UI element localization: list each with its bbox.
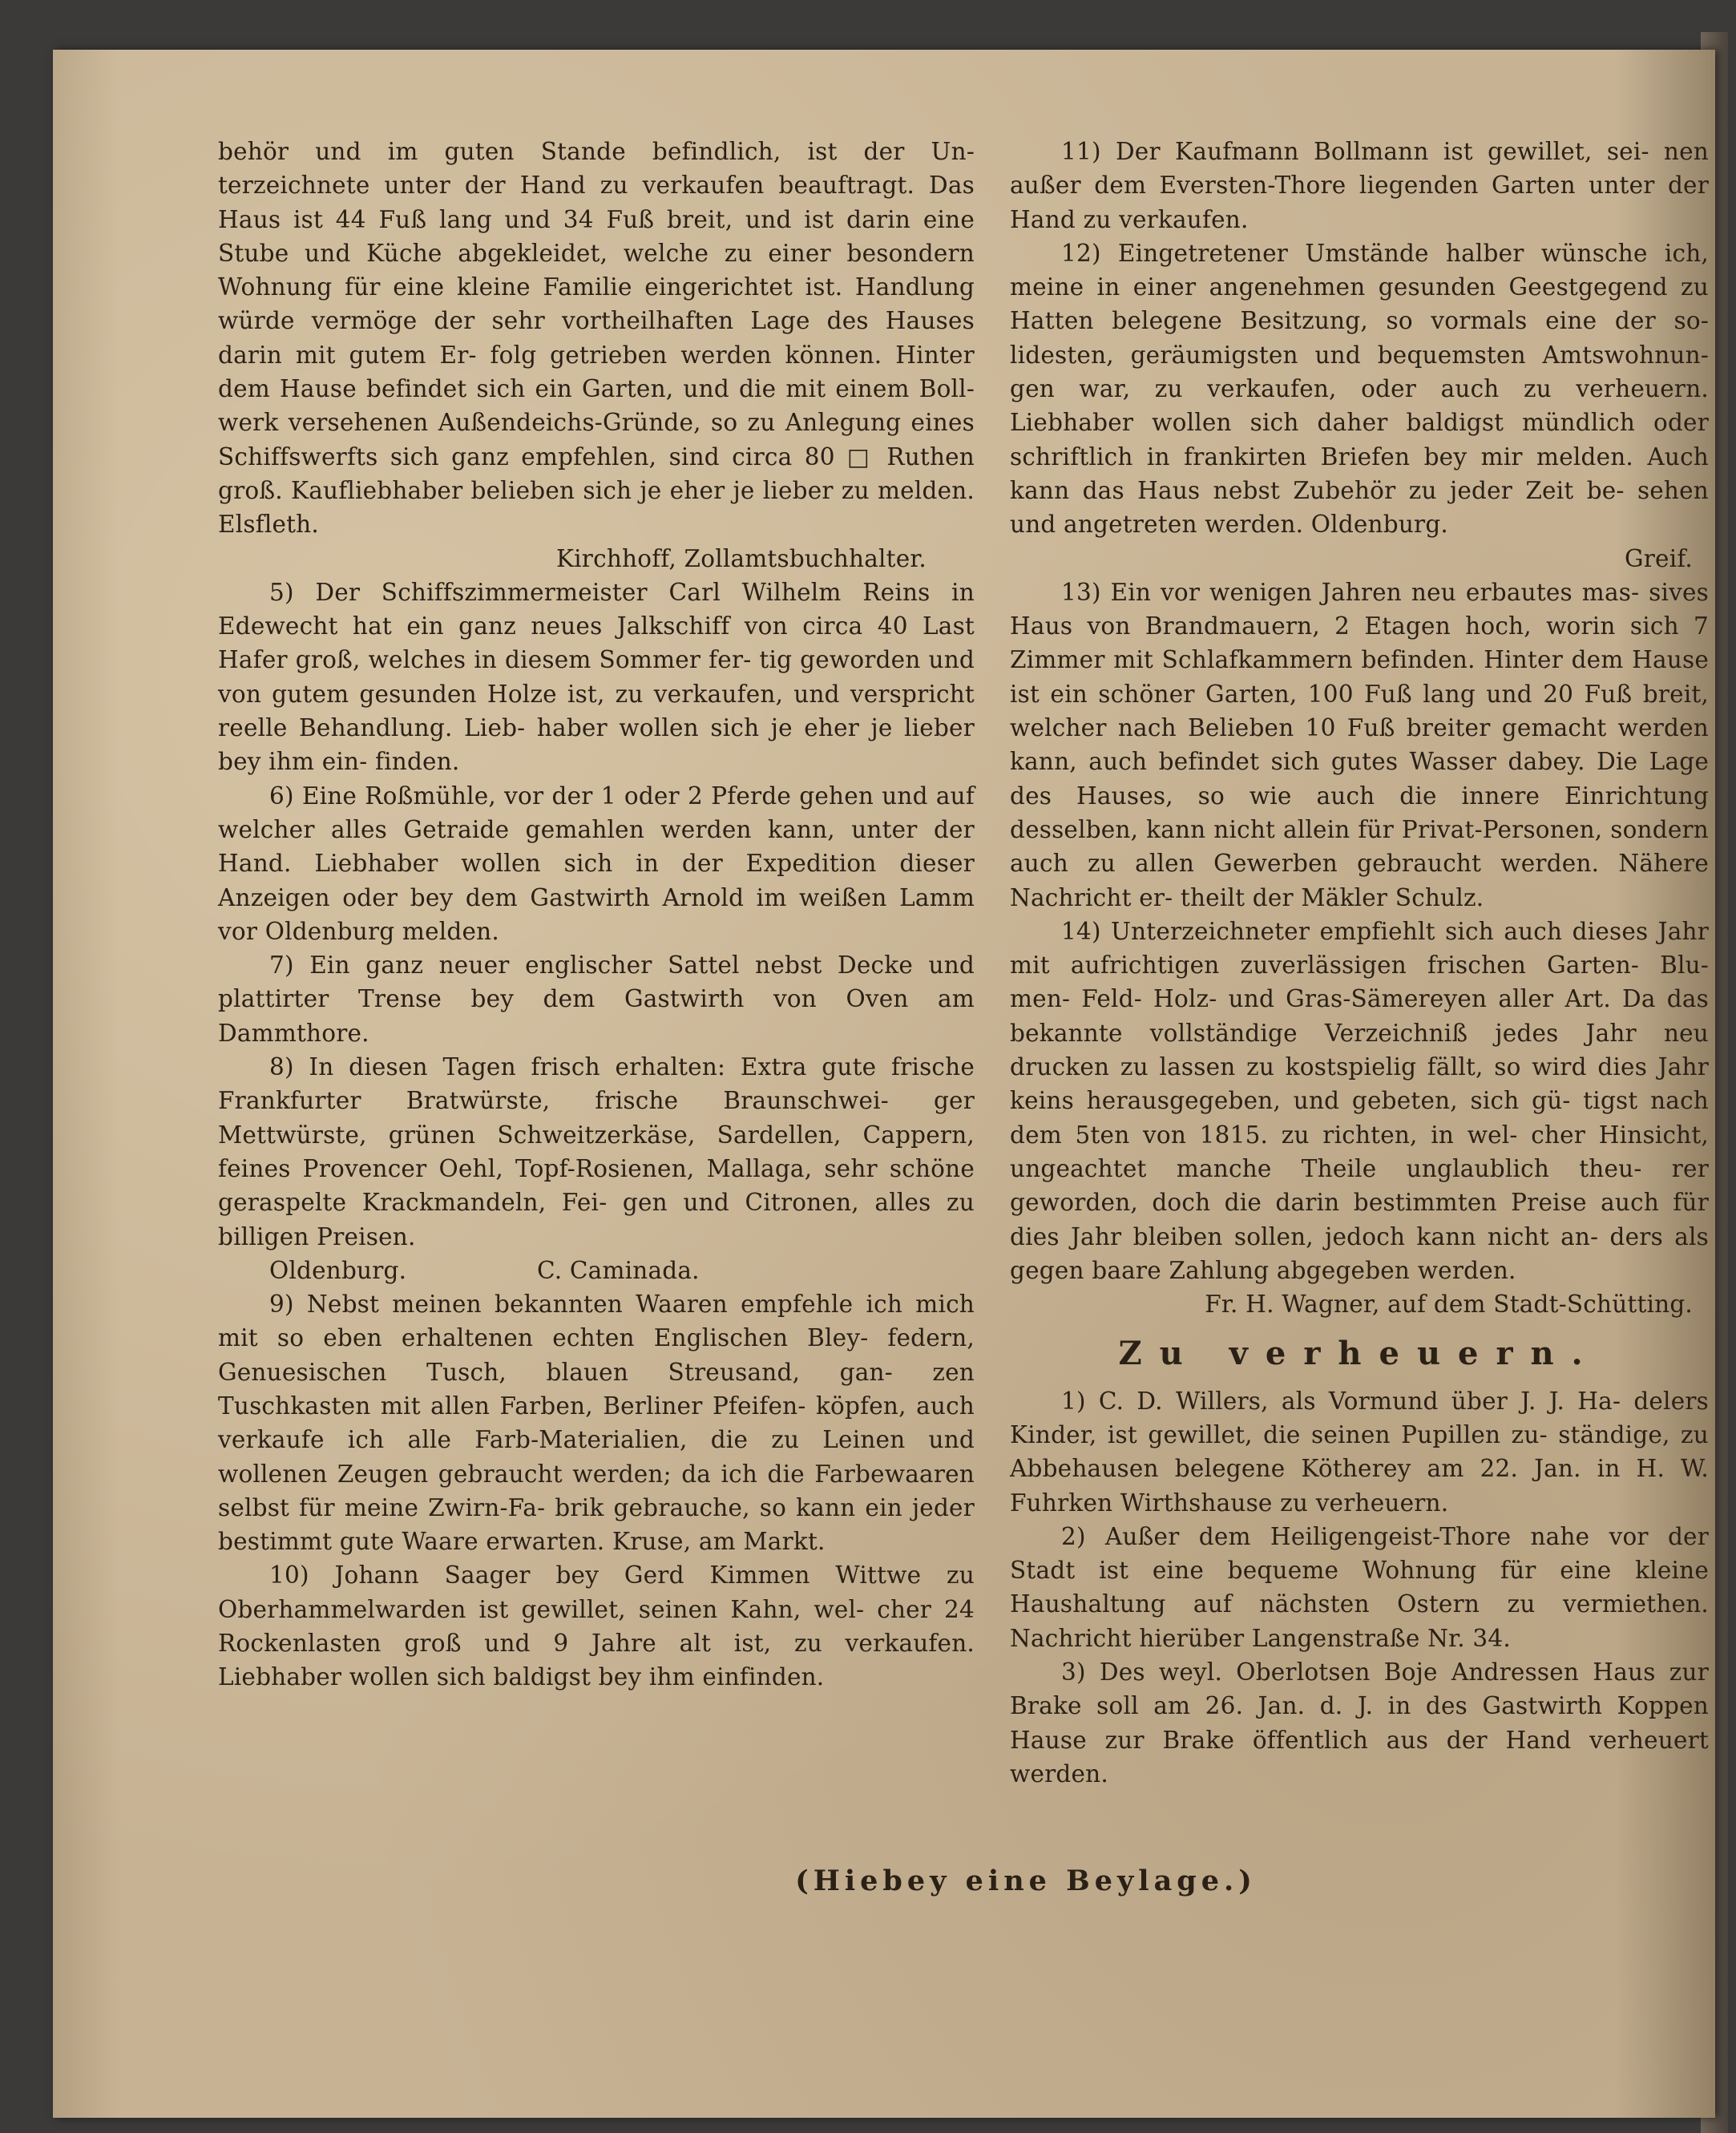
supplement-note: (Hiebey eine Beylage.) [795, 1864, 1257, 1897]
item-14-signature: Fr. H. Wagner, auf dem Stadt-Schütting. [1205, 1291, 1693, 1319]
item-8: 8) In diesen Tagen frisch erhalten: Extra gute frische Frankfurter Bratwürste, frische Braunschwei- ger Mettwürste, grünen Schweitzerkäse, Sardellen, Cappern, feines Provencer Oehl, Topf-Rosienen, Mallaga, sehr schöne geraspelte Krackmandeln, Fei- gen und Citronen, alles zu billigen Preisen. [218, 1053, 975, 1250]
rent-item-1: 1) C. D. Willers, als Vormund über J. J. Ha- delers Kinder, ist gewillet, die seinen Pupillen zu- ständige, zu Abbehausen belegene Kötherey am 22. Jan. in H. W. Fuhrken Wirthshause zu verheuern. [1010, 1387, 1709, 1517]
item-5: 5) Der Schiffszimmermeister Carl Wilhelm Reins in Edewecht hat ein ganz neues Jalkschiff von circa 40 Last Hafer groß, welches in diesem Sommer fer- tig geworden und von gutem gesunden Holze ist, zu verkaufen, und verspricht reelle Behandlung. Lieb- haber wollen sich je eher je lieber bey ihm ein- finden. [218, 578, 975, 776]
item-9: 9) Nebst meinen bekannten Waaren empfehle ich mich mit so eben erhaltenen echten Englischen Bley- federn, Genuesischen Tusch, blauen Streusand, gan- zen Tuschkasten mit allen Farben, Berliner Pfeifen- köpfen, auch verkaufe ich alle Farb-Materialien, die zu Leinen und wollenen Zeugen gebraucht werden; da ich die Farbewaaren selbst für meine Zwirn-Fa- brik gebrauche, so kann ein jeder bestimmt gute Waare erwarten. Kruse, am Markt. [218, 1291, 975, 1556]
right-column [1010, 135, 1709, 1791]
left-column [218, 135, 975, 1695]
item-7: 7) Ein ganz neuer englischer Sattel nebst Decke und plattirter Trense bey dem Gastwirth von Oven am Dammthore. [218, 951, 975, 1047]
item-6: 6) Eine Roßmühle, vor der 1 oder 2 Pferde gehen und auf welcher alles Getraide gemahlen werden kann, unter der Hand. Liebhaber wollen sich in der Expedition dieser Anzeigen oder bey dem Gastwirth Arnold im weißen Lamm vor Oldenburg melden. [218, 782, 975, 945]
item-14: 14) Unterzeichneter empfiehlt sich auch dieses Jahr mit aufrichtigen zuverlässigen frischen Garten- Blu- men- Feld- Holz- und Gras-Sämereyen aller Art. Da das bekannte vollständige Verzeichniß jedes Jahr neu drucken zu lassen zu kostspielig fällt, so wird dies Jahr keins herausgegeben, und gebeten, sich gü- tigst nach dem 5ten von 1815. zu richten, in wel- cher Hinsicht, ungeachtet manche Theile unglaublich theu- rer geworden, doch die darin bestimmten Preise auch für dies Jahr bleiben sollen, jedoch kann nicht an- ders als gegen baare Zahlung abgegeben werden. [1010, 917, 1709, 1284]
item-12-signature: Greif. [1624, 544, 1693, 572]
item-4-continuation: behör und im guten Stande befindlich, ist der Un- terzeichnete unter der Hand zu verkaufen beauftragt. Das Haus ist 44 Fuß lang und 34 Fuß breit, und ist darin eine Stube und Küche abgekleidet, welche zu einer besondern Wohnung für eine kleine Familie eingerichtet ist. Handlung würde vermöge der sehr vortheilhaften Lage des Hauses darin mit gutem Er- folg getrieben werden können. Hinter dem Hause befindet sich ein Garten, und die mit einem Boll- werk versehenen Außendeichs-Gründe, so zu Anlegung eines Schiffswerfts sich ganz empfehlen, sind circa 80 □ Ruthen groß. Kaufliebhaber belieben sich je eher je lieber zu melden. Elsfleth. [218, 138, 975, 539]
item-12: 12) Eingetretener Umstände halber wünsche ich, meine in einer angenehmen gesunden Geestgegend zu Hatten belegene Besitzung, so vormals eine der so- lidesten, geräumigsten und bequemsten Amtswohnun- gen war, zu verkaufen, oder auch zu verheuern. Liebhaber wollen sich daher baldigst mündlich oder schriftlich in frankirten Briefen bey mir melden. Auch kann das Haus nebst Zubehör zu jeder Zeit be- sehen und angetreten werden. Oldenburg. [1010, 239, 1709, 539]
rent-item-2: 2) Außer dem Heiligengeist-Thore nahe vor der Stadt ist eine bequeme Wohnung für eine kleine Haushaltung auf nächsten Ostern zu vermiethen. Nachricht hierüber Langenstraße Nr. 34. [1010, 1522, 1709, 1652]
item-10: 10) Johann Saager bey Gerd Kimmen Wittwe zu Oberhammelwarden ist gewillet, seinen Kahn, wel- cher 24 Rockenlasten groß und 9 Jahre alt ist, zu verkaufen. Liebhaber wollen sich baldigst bey ihm einfinden. [218, 1561, 975, 1691]
section-heading-zu-verheuern: Zu verheuern. [1118, 1335, 1601, 1373]
item-13: 13) Ein vor wenigen Jahren neu erbautes mas- sives Haus von Brandmauern, 2 Etagen hoch, worin sich 7 Zimmer mit Schlafkammern befinden. Hinter dem Hause ist ein schöner Garten, 100 Fuß lang und 20 Fuß breit, welcher nach Belieben 10 Fuß breiter gemacht werden kann, auch befindet sich gutes Wasser dabey. Die Lage des Hauses, so wie auch die innere Einrichtung desselben, kann nicht allein für Privat-Personen, sondern auch zu allen Gewerben gebraucht werden. Nähere Nachricht er- theilt der Mäkler Schulz. [1010, 578, 1709, 911]
item-11: 11) Der Kaufmann Bollmann ist gewillet, sei- nen außer dem Eversten-Thore liegenden Garten unter der Hand zu verkaufen. [1010, 138, 1709, 233]
item-4-signature: Kirchhoff, Zollamtsbuchhalter. [555, 544, 927, 572]
rent-item-3: 3) Des weyl. Oberlotsen Boje Andressen Haus zur Brake soll am 26. Jan. d. J. in des Gastwirth Koppen Hause zur Brake öffentlich aus der Hand verheuert werden. [1010, 1658, 1709, 1788]
item-8-signature: Oldenburg. C. Caminada. [269, 1256, 700, 1284]
